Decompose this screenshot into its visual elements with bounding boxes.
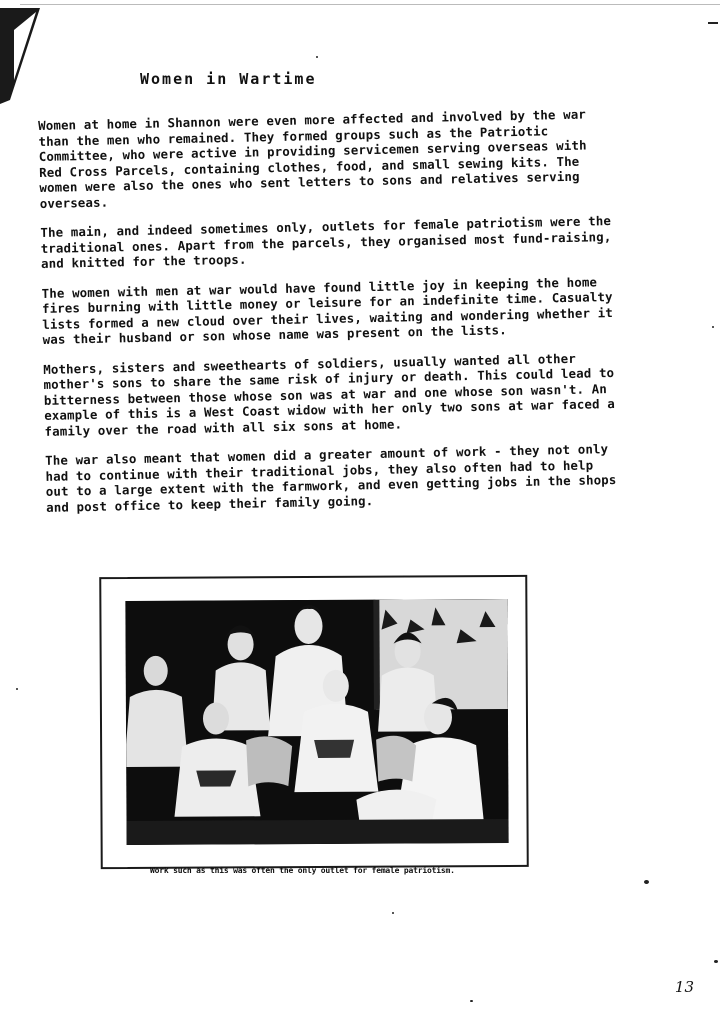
scan-speck [714,960,718,963]
paragraph-5: The war also meant that women did a greater amount of work - they not only had to continue with their traditional jobs, they also often had to help out to a large extent with the farmwork, and even getting jobs in the shops and post office to keep their family going. [45,441,617,515]
scan-speck [712,326,714,328]
scan-speck [470,1000,473,1002]
wartime-knitting-photo [125,599,508,845]
photo-illustration [125,599,508,845]
scan-speck [316,56,318,58]
edge-mark [708,22,718,24]
paragraph-4: Mothers, sisters and sweethearts of soldiers, usually wanted all other mother's sons to share the same risk of injury or death. This could lead to bitterness between those whose son was at war and one whose son wasn't. An example of this is a West Coast widow with her only two sons at war faced a family over the road with all six sons at home. [43,350,615,439]
paragraph-3: The women with men at war would have found little joy in keeping the home fires burning with little money or leisure for an indefinite time. Casualty lists formed a new cloud over their lives, waiting and wondering whether it was their husband or son whose name was present on the lists. [41,273,614,347]
body-text [38,106,621,529]
photo-caption: Work such as this was often the only outlet for female patriotism. [150,866,455,875]
scan-speck [392,912,394,914]
paragraph-2: The main, and indeed sometimes only, outlets for female patriotism were the traditional ones. Apart from the parcels, they organised most fund-raising, and knitted for the troops. [40,213,612,271]
page-title: Women in Wartime [140,70,317,88]
top-edge-line [20,4,720,5]
scan-speck [16,688,18,690]
paragraph-1: Women at home in Shannon were even more affected and involved by the war than the men who remained. They formed groups such as the Patriotic Committee, who were active in providing servicemen serving overseas with Red Cross Parcels, containing clothes, food, and small sewing kits. The women were also the ones who sent letters to sons and relatives serving overseas. [38,106,587,211]
photo-frame [99,575,529,869]
page-number: 13 [674,978,694,996]
corner-scan-mark [0,0,60,110]
scan-speck [644,880,649,884]
